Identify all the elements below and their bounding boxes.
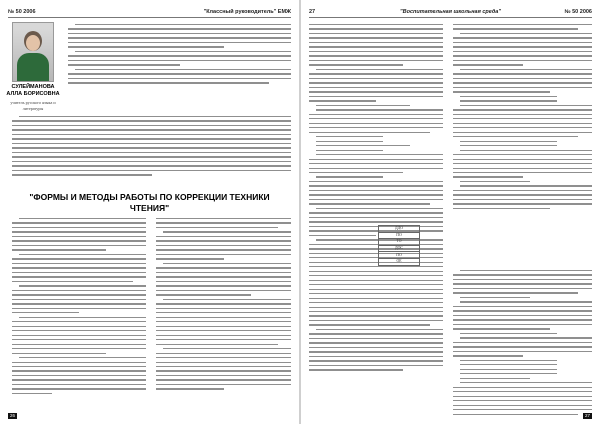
right-body-column-1	[309, 24, 443, 374]
table-row	[379, 258, 420, 265]
table-row	[379, 239, 420, 246]
table-cell: ДОС	[379, 245, 420, 252]
syllable-table	[378, 225, 420, 266]
table-row	[379, 232, 420, 239]
left-running-header	[8, 8, 291, 18]
author-name-line1: СУЛЕЙМАНОВА	[11, 84, 55, 90]
intro-text	[68, 24, 291, 87]
right-page	[301, 0, 600, 424]
left-issue-number: № 50 2006	[8, 9, 36, 15]
right-issue-number: № 50 2006	[564, 9, 592, 15]
right-running-header	[309, 8, 592, 18]
abstract-text	[12, 116, 291, 179]
table-cell: ПО	[379, 252, 420, 259]
table-row	[379, 252, 420, 259]
author-photo	[12, 22, 54, 82]
table-cell: ОЕ	[379, 258, 420, 265]
right-footer	[309, 413, 592, 420]
right-header-page: 27	[309, 9, 316, 15]
left-page-number: 26	[9, 413, 15, 418]
author-name-line2: АЛЛА БОРИСОВНА	[6, 91, 60, 97]
right-body-column-2-lower	[453, 270, 592, 418]
right-page-number: 27	[584, 413, 590, 418]
right-journal-title: "Воспитательная школьная среда"	[400, 9, 501, 15]
table-row	[379, 226, 420, 233]
left-footer	[8, 413, 291, 420]
right-body-column-2	[453, 24, 592, 212]
left-journal-title: "Классный руководитель" ЕМЖ	[203, 9, 291, 15]
table-cell: ТО	[379, 239, 420, 246]
table-cell: ПО	[379, 232, 420, 239]
left-body-column-1	[12, 218, 146, 397]
left-body-column-2	[156, 218, 291, 393]
author-block	[4, 84, 62, 111]
article-title: "ФОРМЫ И МЕТОДЫ РАБОТЫ ПО КОРРЕКЦИИ ТЕХНИКИ ЧТЕНИЯ"	[29, 192, 270, 213]
author-description: учитель русского языка и литературы	[10, 100, 56, 111]
table-row	[379, 245, 420, 252]
table-cell: ДДО	[379, 226, 420, 233]
left-page	[0, 0, 299, 424]
